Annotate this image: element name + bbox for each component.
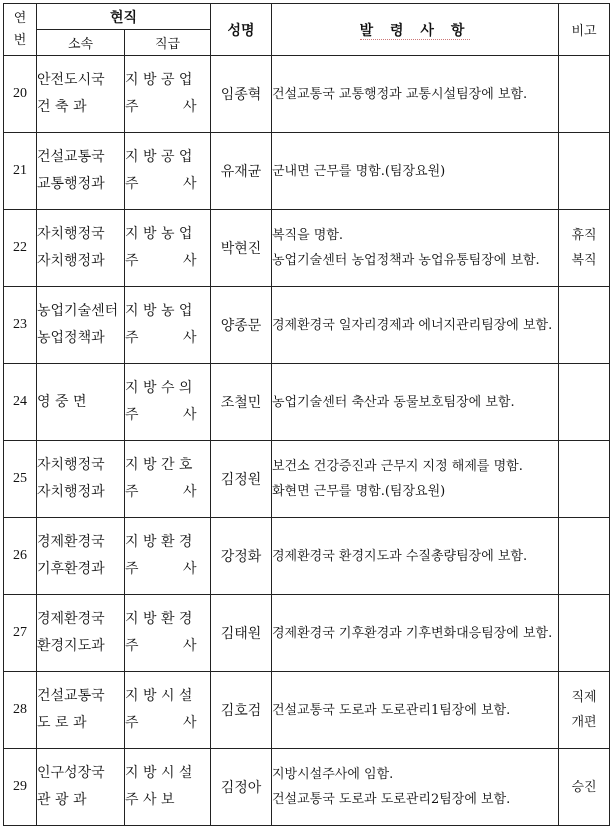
rank-line: 주 사 — [125, 484, 197, 500]
header-rank: 직급 — [125, 30, 211, 56]
department-line: 경제환경국 — [37, 611, 105, 627]
row-number: 26 — [4, 518, 37, 595]
note-line: 직제 — [571, 690, 597, 705]
row-order — [272, 595, 559, 672]
header-name: 성명 — [211, 4, 272, 56]
row-note — [559, 364, 610, 441]
row-rank — [125, 749, 211, 826]
rank-line: 지 방 공 업 — [125, 72, 193, 88]
table-row — [4, 749, 610, 826]
header-dept: 소속 — [37, 30, 125, 56]
order-line: 건설교통국 도로과 도로관리2팀장에 보함. — [272, 792, 511, 807]
header-no — [4, 4, 37, 56]
row-rank — [125, 595, 211, 672]
order-line: 보건소 건강증진과 근무지 지정 해제를 명함. — [272, 459, 523, 474]
header-order — [272, 4, 559, 56]
row-name: 조철민 — [211, 364, 272, 441]
department-line: 안전도시국 — [37, 72, 105, 88]
row-rank — [125, 210, 211, 287]
row-order — [272, 749, 559, 826]
department-line: 농업기술센터 — [37, 303, 119, 319]
row-note — [559, 210, 610, 287]
row-note — [559, 749, 610, 826]
personnel-order-table — [3, 3, 610, 826]
order-line: 화현면 근무를 명함.(팀장요원) — [272, 484, 446, 499]
department-line: 자치행정국 — [37, 457, 105, 473]
header-no-line2: 번 — [13, 32, 27, 48]
rank-line: 지 방 농 업 — [125, 226, 193, 242]
row-department — [37, 672, 125, 749]
department-line: 교통행정과 — [37, 176, 105, 192]
row-number: 29 — [4, 749, 37, 826]
row-department — [37, 287, 125, 364]
row-note — [559, 56, 610, 133]
table-row — [4, 518, 610, 595]
row-department — [37, 133, 125, 210]
row-rank — [125, 672, 211, 749]
row-name: 김정아 — [211, 749, 272, 826]
department-line: 인구성장국 — [37, 765, 105, 781]
rank-line: 주 사 — [125, 407, 197, 423]
department-line: 농업정책과 — [37, 330, 105, 346]
order-line: 건설교통국 교통행정과 교통시설팀장에 보함. — [272, 86, 528, 102]
row-department — [37, 56, 125, 133]
row-number: 27 — [4, 595, 37, 672]
row-order — [272, 287, 559, 364]
row-order — [272, 672, 559, 749]
row-number: 28 — [4, 672, 37, 749]
row-name: 김태원 — [211, 595, 272, 672]
order-line: 경제환경국 일자리경제과 에너지관리팀장에 보함. — [272, 317, 553, 333]
personnel-order-document — [3, 3, 610, 826]
table-row — [4, 210, 610, 287]
row-note — [559, 287, 610, 364]
rank-line: 지 방 간 호 — [125, 457, 193, 473]
header-note: 비고 — [559, 4, 610, 56]
rank-line: 주 사 — [125, 99, 197, 115]
row-rank — [125, 441, 211, 518]
department-line: 기후환경과 — [37, 561, 105, 577]
rank-line: 지 방 공 업 — [125, 149, 193, 165]
department-line: 자치행정과 — [37, 253, 105, 269]
rank-line: 지 방 수 의 — [125, 380, 193, 396]
table-row — [4, 672, 610, 749]
header-current-position: 현직 — [37, 4, 211, 30]
row-name: 박현진 — [211, 210, 272, 287]
table-row — [4, 441, 610, 518]
department-line: 자치행정국 — [37, 226, 105, 242]
row-order — [272, 133, 559, 210]
department-line: 자치행정과 — [37, 484, 105, 500]
row-rank — [125, 518, 211, 595]
row-name: 김정원 — [211, 441, 272, 518]
row-note — [559, 441, 610, 518]
row-department — [37, 518, 125, 595]
department-line: 건설교통국 — [37, 149, 105, 165]
row-department — [37, 749, 125, 826]
row-number: 23 — [4, 287, 37, 364]
department-line: 관 광 과 — [37, 792, 87, 808]
row-order — [272, 210, 559, 287]
row-order — [272, 364, 559, 441]
rank-line: 지 방 시 설 — [125, 688, 193, 704]
department-line: 건설교통국 — [37, 688, 105, 704]
row-name: 양종문 — [211, 287, 272, 364]
row-department — [37, 441, 125, 518]
row-department — [37, 595, 125, 672]
row-note — [559, 518, 610, 595]
row-rank — [125, 364, 211, 441]
row-name: 강정화 — [211, 518, 272, 595]
rank-line: 지 방 환 경 — [125, 534, 193, 550]
row-department — [37, 364, 125, 441]
table-body — [4, 56, 610, 826]
rank-line: 주 사 — [125, 561, 197, 577]
order-line: 경제환경국 기후환경과 기후변화대응팀장에 보함. — [272, 625, 553, 641]
rank-line: 주 사 — [125, 330, 197, 346]
row-order — [272, 441, 559, 518]
order-line: 복직을 명함. — [272, 228, 344, 243]
row-order — [272, 518, 559, 595]
table-row — [4, 287, 610, 364]
order-line: 농업기술센터 축산과 동물보호팀장에 보함. — [272, 394, 515, 410]
row-name: 유재균 — [211, 133, 272, 210]
table-row — [4, 595, 610, 672]
row-department — [37, 210, 125, 287]
department-line: 영 중 면 — [37, 393, 87, 410]
order-line: 농업기술센터 농업정책과 농업유통팀장에 보함. — [272, 253, 540, 268]
header-row — [4, 4, 610, 30]
rank-line: 주 사 — [125, 715, 197, 731]
rank-line: 지 방 환 경 — [125, 611, 193, 627]
order-line: 지방시설주사에 임함. — [272, 767, 394, 782]
row-note — [559, 672, 610, 749]
table-row — [4, 133, 610, 210]
row-note — [559, 133, 610, 210]
row-rank — [125, 287, 211, 364]
note-line: 개편 — [571, 715, 597, 730]
row-name: 임종혁 — [211, 56, 272, 133]
rank-line: 주 사 보 — [125, 792, 175, 808]
department-line: 환경지도과 — [37, 638, 105, 654]
row-note — [559, 595, 610, 672]
rank-line: 지 방 농 업 — [125, 303, 193, 319]
row-rank — [125, 56, 211, 133]
order-line: 경제환경국 환경지도과 수질총량팀장에 보함. — [272, 548, 528, 564]
row-name: 김호검 — [211, 672, 272, 749]
order-line: 건설교통국 도로과 도로관리1팀장에 보함. — [272, 702, 511, 718]
row-number: 25 — [4, 441, 37, 518]
note-line: 복직 — [571, 253, 597, 268]
rank-line: 주 사 — [125, 176, 197, 192]
department-line: 경제환경국 — [37, 534, 105, 550]
row-rank — [125, 133, 211, 210]
header-order-label: 발 령 사 항 — [359, 22, 471, 39]
department-line: 건 축 과 — [37, 99, 87, 115]
row-number: 22 — [4, 210, 37, 287]
department-line: 도 로 과 — [37, 715, 87, 731]
row-order — [272, 56, 559, 133]
table-row — [4, 364, 610, 441]
rank-line: 지 방 시 설 — [125, 765, 193, 781]
order-line: 군내면 근무를 명함.(팀장요원) — [272, 163, 446, 179]
table-row — [4, 56, 610, 133]
row-number: 20 — [4, 56, 37, 133]
row-number: 24 — [4, 364, 37, 441]
note-line: 휴직 — [571, 228, 597, 243]
rank-line: 주 사 — [125, 253, 197, 269]
row-number: 21 — [4, 133, 37, 210]
header-no-line1: 연 — [13, 10, 27, 26]
note-line: 승진 — [571, 779, 597, 795]
rank-line: 주 사 — [125, 638, 197, 654]
